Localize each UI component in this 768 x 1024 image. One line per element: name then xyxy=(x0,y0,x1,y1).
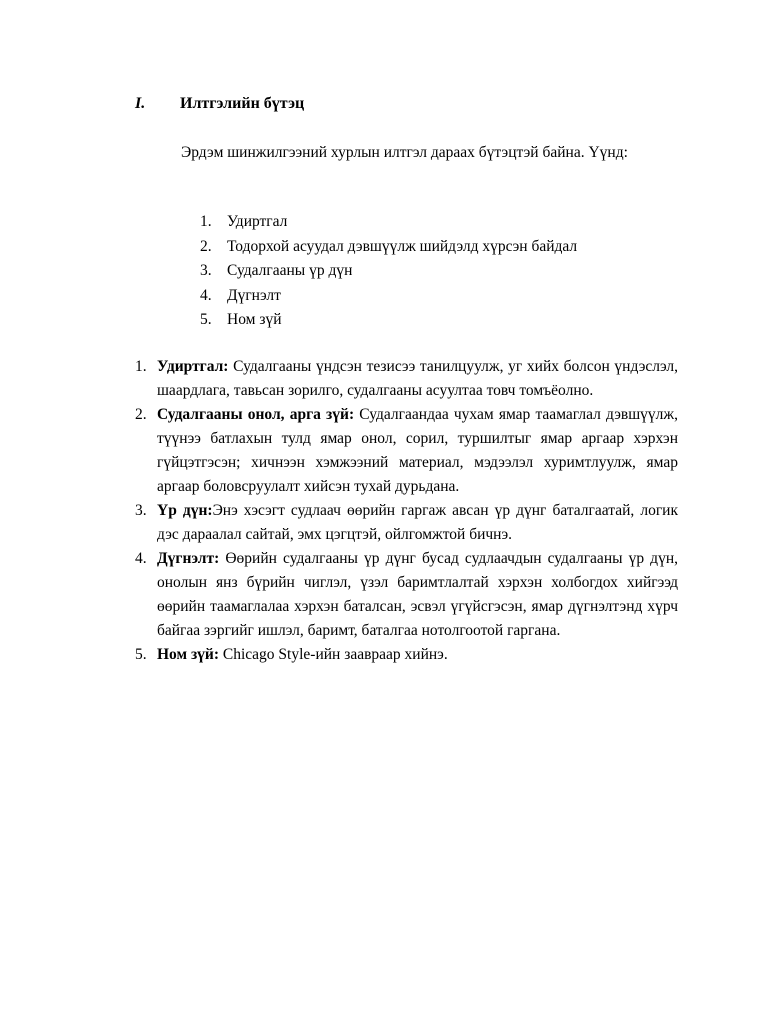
detail-item-number: 5. xyxy=(135,646,147,663)
detail-item-term: Үр дүн: xyxy=(157,502,213,519)
outline-item-text: Тодорхой асуудал дэвшүүлж шийдэлд хүрсэн байдал xyxy=(227,237,578,255)
section-title: Илтгэлийн бүтэц xyxy=(180,95,305,112)
outline-item xyxy=(200,235,577,260)
detail-item xyxy=(135,643,678,667)
outline-item-number: 4. xyxy=(200,286,212,304)
detail-item-text: Судалгаандаа чухам ямар таамаглал дэвшүүлж, түүнээ батлахын тулд ямар онол, сорил, туршилтыг ямар аргаар хэрхэн гүйцэтгэсэн; хичнээн хэмжээний материал, мэдээлэл хуримтлуулж, ямар аргаар боловсруулалт хийсэн тухай дурьдана. xyxy=(157,406,678,495)
detail-item-term: Дүгнэлт: xyxy=(157,550,220,567)
outline-item xyxy=(200,210,577,235)
outline-item-number: 2. xyxy=(200,237,212,255)
detail-item-text: Энэ хэсэгт судлаач өөрийн гаргаж авсан үр дүнг баталгаатай, логик дэс дараалал сайтай, эмх цэгцтэй, ойлгомжтой бичнэ. xyxy=(157,502,678,543)
outline-item-number: 1. xyxy=(200,213,212,230)
intro-paragraph: Эрдэм шинжилгээний хурлын илтгэл дараах бүтэцтэй байна. Үүнд: xyxy=(181,144,628,161)
detail-item-term: Судалгааны онол, арга зүй: xyxy=(157,406,355,423)
detail-item xyxy=(135,403,678,499)
outline-item xyxy=(200,284,577,309)
detail-item-number: 4. xyxy=(135,550,147,567)
outline-item-text: Судалгааны үр дүн xyxy=(227,262,353,279)
outline-item-text: Дүгнэлт xyxy=(227,286,281,304)
section-heading xyxy=(135,94,304,114)
outline-item xyxy=(200,259,577,284)
detail-item-text: Судалгааны үндсэн тезисээ танилцуулж, уг хийх болсон үндэслэл, шаардлага, тавьсан зорилго, судалгааны асуултаа товч томъёолно. xyxy=(157,358,678,399)
section-number: I. xyxy=(135,95,146,112)
outline-item-text: Удиртгал xyxy=(227,213,288,230)
detail-item-text: Chicago Style-ийн заавраар хийнэ. xyxy=(219,646,448,663)
outline-item-number: 3. xyxy=(200,262,212,279)
detail-item-term: Удиртгал: xyxy=(157,358,229,375)
outline-item-number: 5. xyxy=(200,311,212,328)
detail-item xyxy=(135,355,678,403)
detail-item xyxy=(135,547,678,643)
detail-item-number: 1. xyxy=(135,358,147,375)
detail-item xyxy=(135,499,678,547)
outline-item-text: Ном зүй xyxy=(227,311,282,328)
details-list xyxy=(135,355,678,667)
detail-item-number: 3. xyxy=(135,502,147,519)
detail-item-number: 2. xyxy=(135,406,147,423)
detail-item-term: Ном зүй: xyxy=(157,646,220,663)
outline-item xyxy=(200,308,577,333)
outline-list xyxy=(200,210,577,333)
detail-item-text: Өөрийн судалгааны үр дүнг бусад судлаачдын судалгааны үр дүн, онолын янз бүрийн чиглэл, үзэл баримтлалтай хэрхэн холбогдох хийгээд өөрийн таамаглалаа хэрхэн баталсан, эсвэл үгүйсгэсэн, ямар дүгнэлтэнд хүрч байгаа зэргийг ишлэл, баримт, баталгаа нотолгоотой гаргана. xyxy=(157,550,678,639)
